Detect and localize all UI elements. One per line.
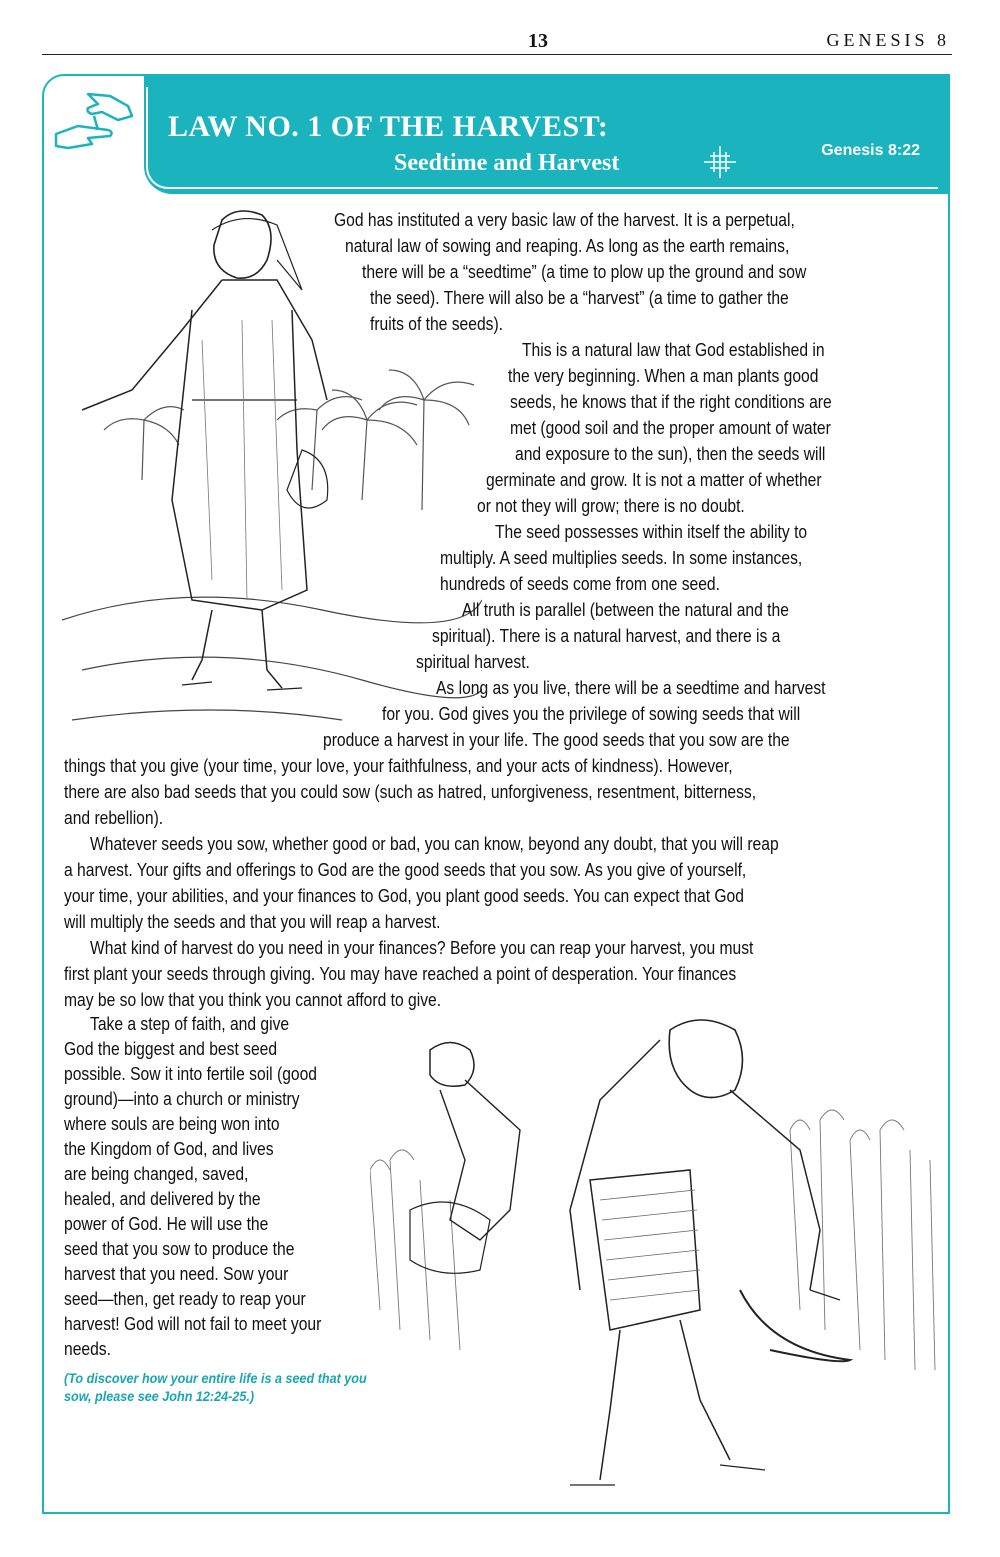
body-line: the very beginning. When a man plants good	[508, 366, 819, 386]
body-line: harvest! God will not fail to meet your	[64, 1314, 322, 1334]
page-number: 13	[528, 30, 548, 52]
note-line: (To discover how your entire life is a seed that you	[64, 1370, 367, 1386]
banner-subtitle: Seedtime and Harvest	[394, 150, 620, 176]
body-line: for you. God gives you the privilege of sowing seeds that will	[382, 704, 801, 724]
body-line: All truth is parallel (between the natural and the	[462, 600, 789, 620]
body-line: where souls are being won into	[64, 1114, 280, 1134]
body-line: a harvest. Your gifts and offerings to God are the good seeds that you sow. As you give of yourself,	[64, 860, 747, 880]
body-line: seeds, he knows that if the right conditions are	[510, 392, 832, 412]
body-line: and exposure to the sun), then the seeds will	[515, 444, 826, 464]
body-line: are being changed, saved,	[64, 1164, 249, 1184]
body-line: Take a step of faith, and give	[90, 1014, 290, 1034]
body-line: the Kingdom of God, and lives	[64, 1139, 274, 1159]
body-line: fruits of the seeds).	[370, 314, 504, 334]
body-line: seed that you sow to produce the	[64, 1239, 295, 1259]
body-line: God has instituted a very basic law of the harvest. It is a perpetual,	[334, 210, 795, 230]
body-line: Whatever seeds you sow, whether good or bad, you can know, beyond any doubt, that you will reap	[90, 834, 779, 854]
note-line: sow, please see John 12:24-25.)	[64, 1388, 255, 1404]
body-line: As long as you live, there will be a seedtime and harvest	[436, 678, 826, 698]
body-line: will multiply the seeds and that you will reap a harvest.	[64, 912, 441, 932]
body-line: power of God. He will use the	[64, 1214, 269, 1234]
body-line: possible. Sow it into fertile soil (good	[64, 1064, 318, 1084]
body-line: may be so low that you think you cannot afford to give.	[64, 990, 442, 1010]
body-line: germinate and grow. It is not a matter of whether	[486, 470, 822, 490]
hands-giving-icon	[48, 86, 136, 158]
sparkle-icon	[702, 144, 738, 180]
body-line: there are also bad seeds that you could sow (such as hatred, unforgiveness, resentment, bitterness,	[64, 782, 757, 802]
body-line: first plant your seeds through giving. You may have reached a point of desperation. Your finances	[64, 964, 737, 984]
body-line: What kind of harvest do you need in your finances? Before you can reap your harvest, you must	[90, 938, 754, 958]
title-banner	[144, 74, 950, 194]
body-line: healed, and delivered by the	[64, 1189, 261, 1209]
body-line: spiritual). There is a natural harvest, and there is a	[432, 626, 781, 646]
body-line: hundreds of seeds come from one seed.	[440, 574, 720, 594]
banner-title: LAW NO. 1 OF THE HARVEST:	[168, 110, 609, 143]
body-line: harvest that you need. Sow your	[64, 1264, 289, 1284]
running-head: GENESIS 8	[826, 30, 950, 50]
body-line: or not they will grow; there is no doubt.	[477, 496, 745, 516]
body-line: needs.	[64, 1339, 111, 1359]
body-line: things that you give (your time, your love, your faithfulness, and your acts of kindness). However,	[64, 756, 733, 776]
body-line: seed—then, get ready to reap your	[64, 1289, 306, 1309]
body-line: ground)—into a church or ministry	[64, 1089, 300, 1109]
reapers-illustration	[370, 1010, 950, 1510]
body-line: your time, your abilities, and your finances to God, you plant good seeds. You can expect that God	[64, 886, 744, 906]
body-line: spiritual harvest.	[416, 652, 530, 672]
body-line: produce a harvest in your life. The good seeds that you sow are the	[323, 730, 790, 750]
body-line: multiply. A seed multiplies seeds. In some instances,	[440, 548, 803, 568]
body-line: the seed). There will also be a “harvest” (a time to gather the	[370, 288, 789, 308]
body-line: natural law of sowing and reaping. As long as the earth remains,	[345, 236, 790, 256]
body-line: there will be a “seedtime” (a time to plow up the ground and sow	[362, 262, 807, 282]
body-line: and rebellion).	[64, 808, 164, 828]
page-header	[42, 28, 952, 55]
body-line: God the biggest and best seed	[64, 1039, 278, 1059]
body-line: met (good soil and the proper amount of water	[510, 418, 831, 438]
body-line: The seed possesses within itself the ability to	[495, 522, 808, 542]
cross-reference-note	[64, 1369, 367, 1405]
body-line: This is a natural law that God established in	[522, 340, 825, 360]
scripture-reference: Genesis 8:22	[821, 142, 920, 159]
